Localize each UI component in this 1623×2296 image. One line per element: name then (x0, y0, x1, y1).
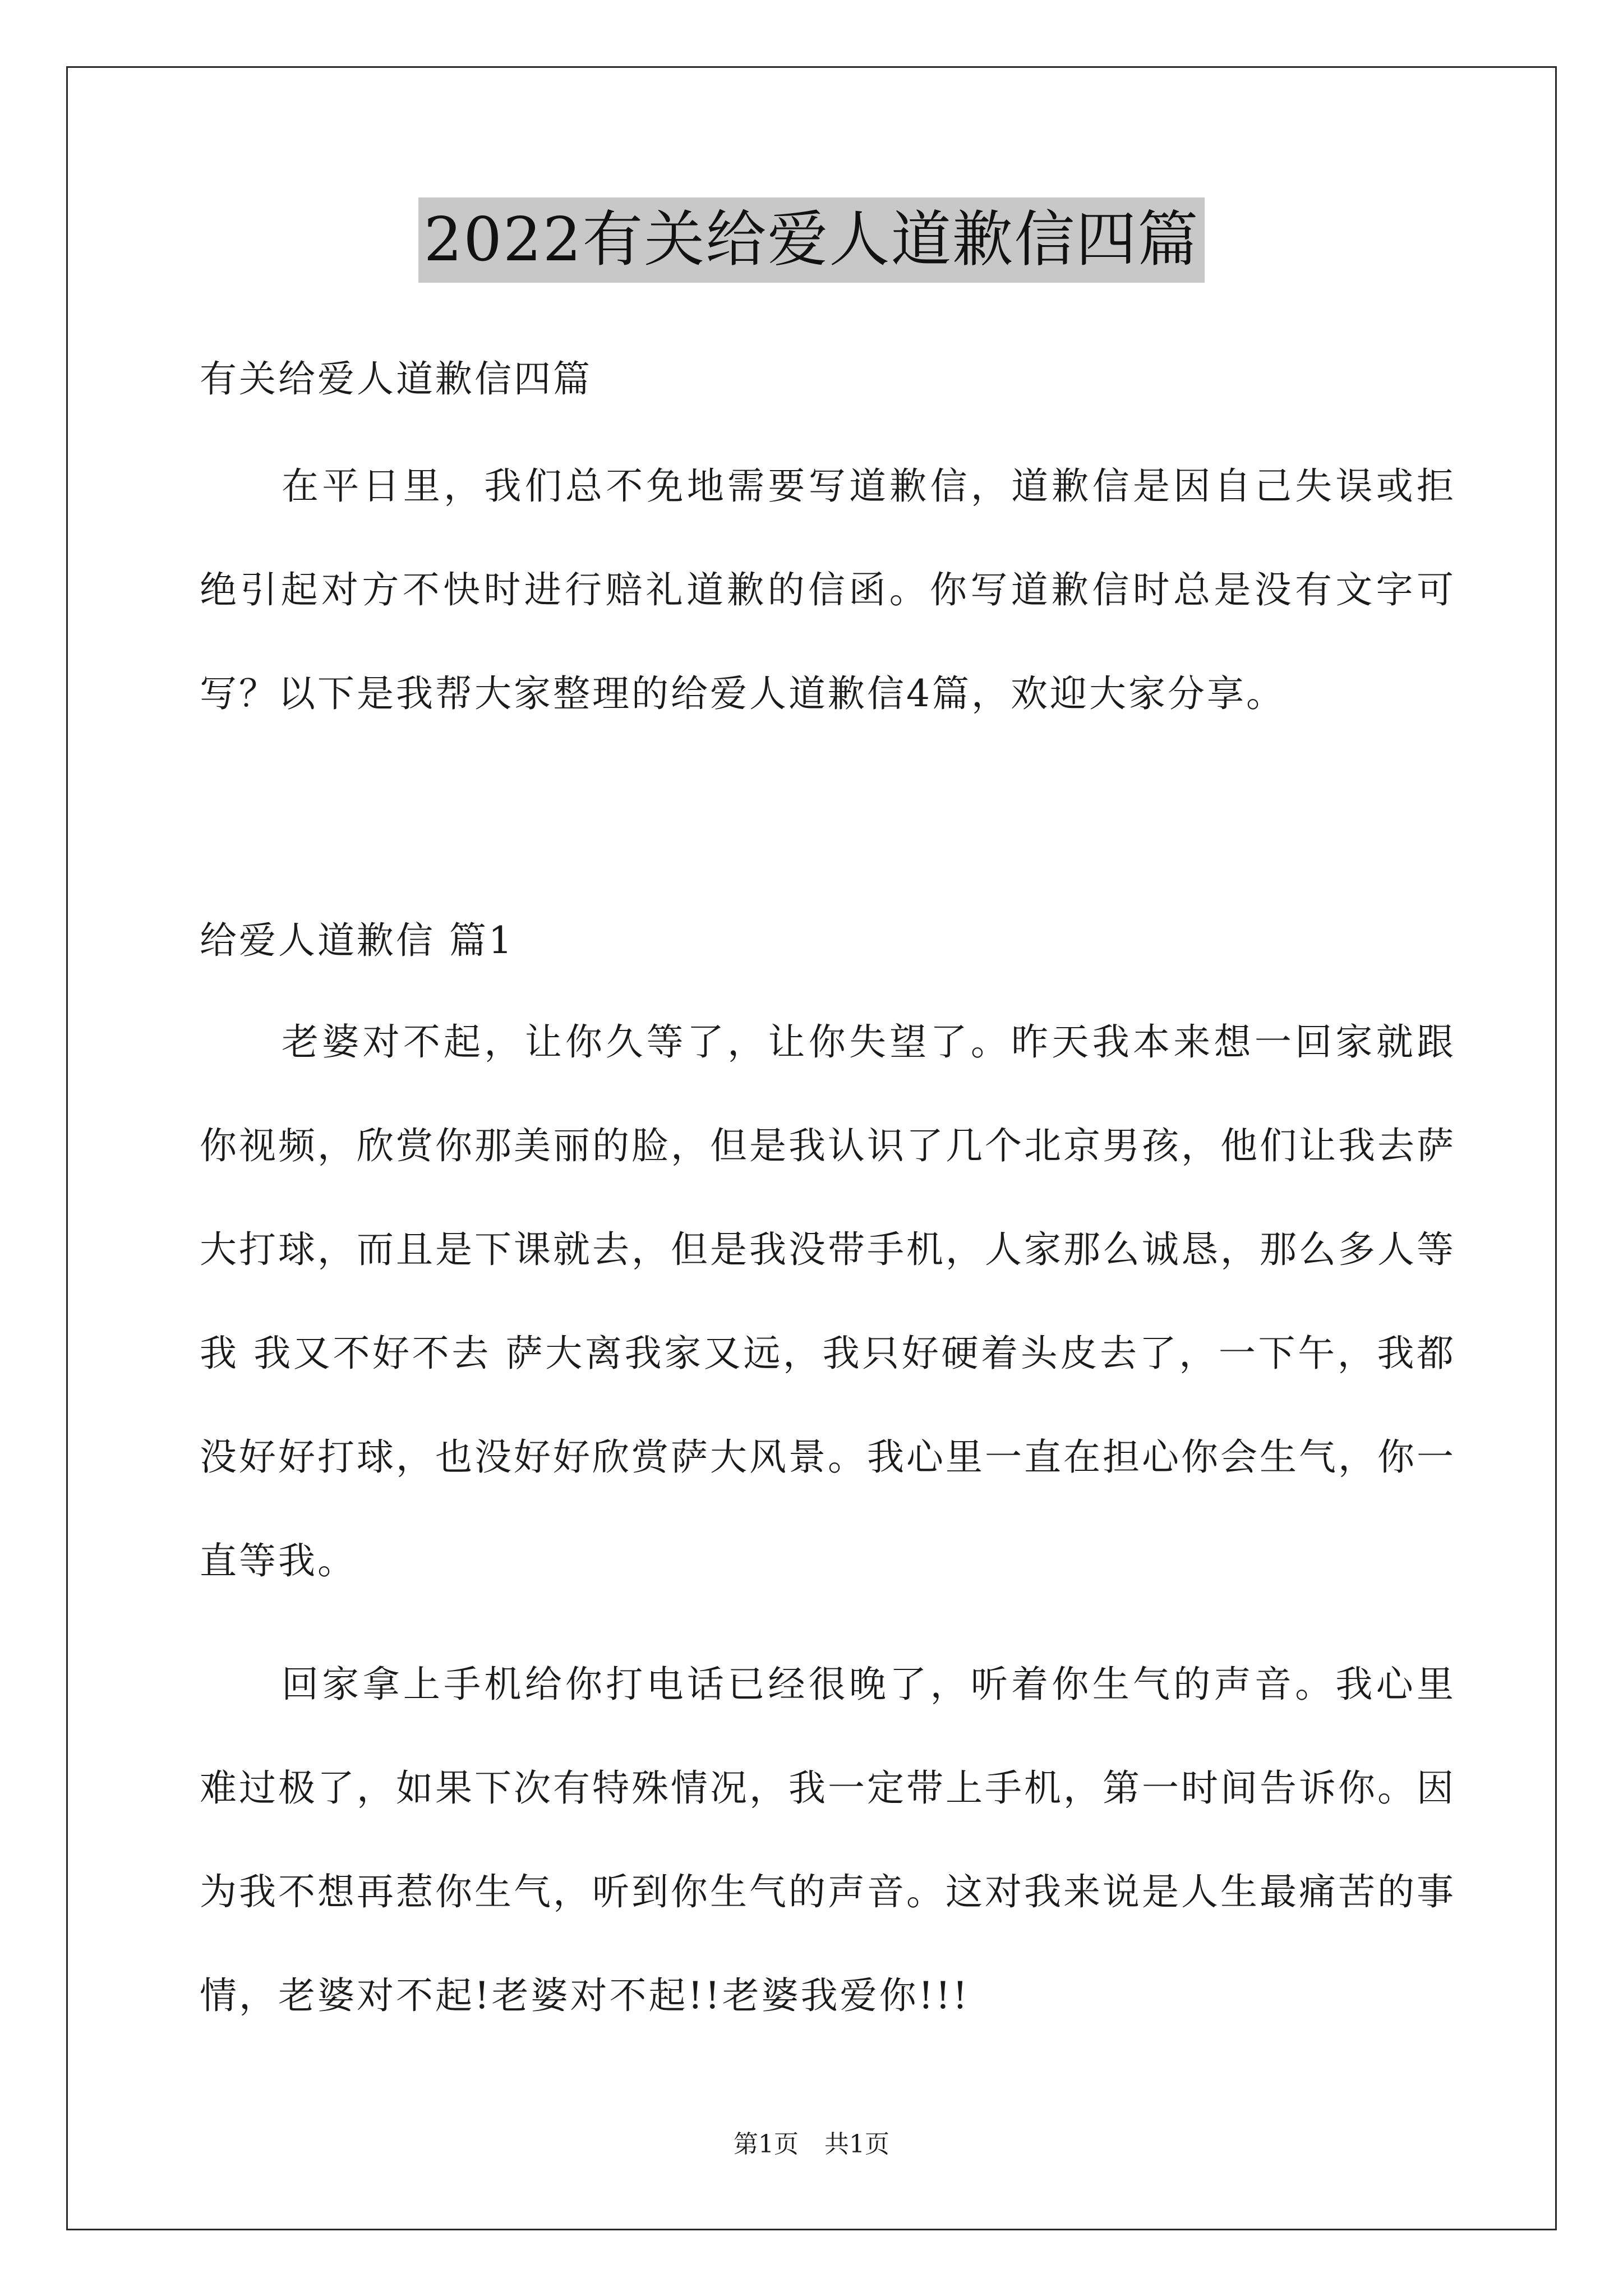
letter-paragraph: 老婆对不起，让你久等了，让你失望了。昨天我本来想一回家就跟你视频，欣赏你那美丽的脸，但是我认识了几个北京男孩，他们让我去萨大打球，而且是下课就去，但是我没带手机，人家那么诚恳，那么多人等我 我又不好不去 萨大离我家又远，我只好硬着头皮去了，一下午，我都没好好打球，也没好好欣赏萨大风景。我心里一直在担心你会生气，你一直等我。 (200, 1020, 1456, 1582)
page-number: 第1页 (734, 2130, 799, 2159)
document-subtitle: 有关给爱人道歉信四篇 (200, 357, 592, 401)
page-total: 共1页 (824, 2130, 889, 2159)
document-title: 2022有关给爱人道歉信四篇 (418, 197, 1205, 283)
intro-paragraph: 在平日里，我们总不免地需要写道歉信，道歉信是因自己失误或拒绝引起对方不快时进行赔礼道歉的信函。你写道歉信时总是没有文字可写？以下是我帮大家整理的给爱人道歉信4篇，欢迎大家分享。 (200, 464, 1456, 715)
letter-paragraph: 回家拿上手机给你打电话已经很晚了，听着你生气的声音。我心里难过极了，如果下次有特殊情况，我一定带上手机，第一时间告诉你。因为我不想再惹你生气，听到你生气的声音。这对我来说是人生最痛苦的事情，老婆对不起!老婆对不起!!老婆我爱你!!! (200, 1663, 1456, 2017)
page-footer (0, 2128, 1623, 2161)
title-container (0, 197, 1623, 283)
section-heading: 给爱人道歉信 篇1 (200, 919, 514, 962)
